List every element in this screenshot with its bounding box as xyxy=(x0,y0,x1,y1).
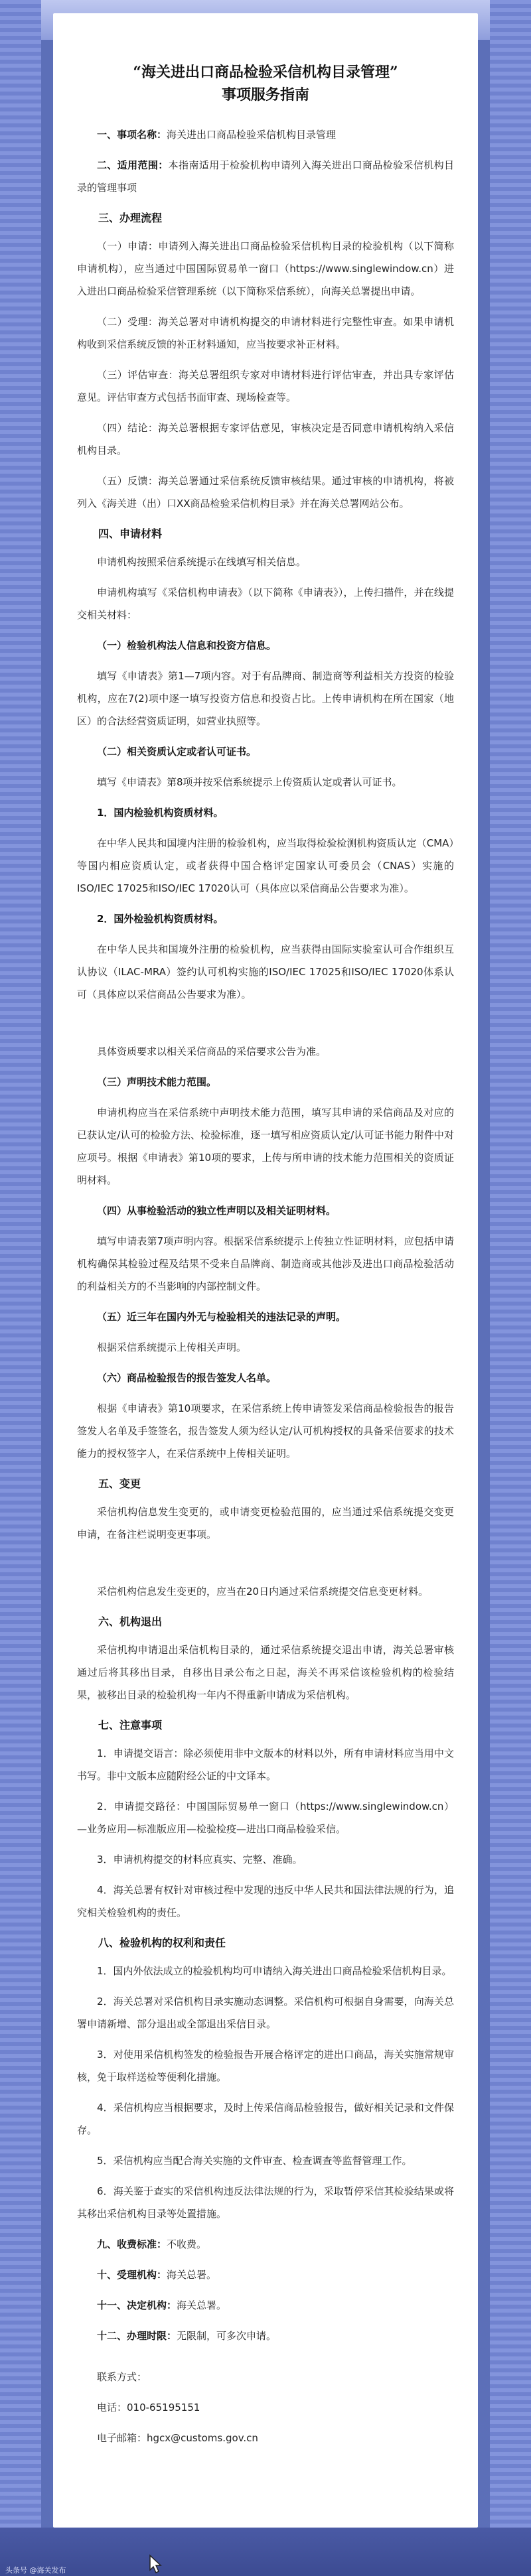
right-2: 2．海关总署对采信机构目录实施动态调整。采信机构可根据自身需要，向海关总署申请新增、部分退出或全部退出采信目录。 xyxy=(77,1996,454,2030)
fee-text: 不收费。 xyxy=(167,2238,207,2250)
materials-5-heading: （五）近三年在国内外无与检验相关的违法记录的声明。 xyxy=(97,1311,346,1323)
fee-label: 九、收费标准： xyxy=(97,2238,167,2250)
change-text-1: 采信机构信息发生变更的，或申请变更检验范围的，应当通过采信系统提交变更申请，在备注栏说明变更事项。 xyxy=(77,1506,454,1540)
process-accept: （二）受理：海关总署对申请机构提交的申请材料进行完整性审查。如果申请机构收到采信系统反馈的补正材料通知，应当按要求补正材料。 xyxy=(77,316,454,350)
section-2 xyxy=(77,154,454,199)
domestic-text: 在中华人民共和国境内注册的检验机构，应当取得检验检测机构资质认定（CMA）等国内相应资质认定，或者获得中国合格评定国家认可委员会（CNAS）实施的ISO/IEC 17025和ISO/IEC 17020认可（具体应以采信商品公告要求为准）。 xyxy=(77,837,454,894)
title-line-2: 事项服务指南 xyxy=(221,86,309,103)
qualification-note: 具体资质要求以相关采信商品的采信要求公告为准。 xyxy=(97,1046,327,1057)
withdrawal-text: 采信机构申请退出采信机构目录的，通过采信系统提交退出申请，海关总署审核通过后将其移出目录，自移出目录公布之日起，海关不再采信该检验机构的检验结果，被移出目录的检验机构一年内不得重新申请成为采信机构。 xyxy=(77,1644,454,1701)
materials-6-heading: （六）商品检验报告的报告签发人名单。 xyxy=(97,1372,277,1384)
foreign-heading: 2．国外检验机构资质材料。 xyxy=(97,913,224,925)
email-address[interactable]: hgcx@customs.gov.cn xyxy=(147,2432,258,2444)
section-12 xyxy=(77,2325,454,2347)
spacer xyxy=(77,1554,454,1580)
spacer xyxy=(77,2355,454,2366)
section-4-heading: 四、申请材料 xyxy=(98,527,163,540)
materials-6-text: 根据《申请表》第10项要求，在采信系统上传申请签发采信商品检验报告的报告签发人名单及手签签名，报告签发人须为经认定/认可机构授权的具备采信要求的技术能力的授权签字人，在采信系统中上传相关证明。 xyxy=(77,1402,454,1459)
section-7-heading: 七、注意事项 xyxy=(98,1719,163,1731)
section-1-label: 一、事项名称： xyxy=(97,129,167,141)
mouse-pointer-icon xyxy=(146,2554,166,2574)
right-1: 1．国内外依法成立的检验机构均可申请纳入海关进出口商品检验采信机构目录。 xyxy=(97,1965,452,1977)
spacer xyxy=(77,1014,454,1040)
left-decorative-border xyxy=(0,0,41,2576)
section-11 xyxy=(77,2294,454,2317)
section-10 xyxy=(77,2264,454,2286)
materials-4-text: 填写申请表第7项声明内容。根据采信系统提示上传独立性证明材料，应包括申请机构确保其检验过程及结果不受来自品牌商、制造商或其他涉及进出口商品检验活动的利益相关方的不当影响的内部控制文件。 xyxy=(77,1235,454,1292)
title-line-1: “海关进出口商品检验采信机构目录管理” xyxy=(133,64,398,81)
section-1 xyxy=(77,123,454,146)
document-title xyxy=(77,61,454,106)
domestic-heading: 1．国内检验机构资质材料。 xyxy=(97,807,224,819)
materials-intro-1: 申请机构按照采信系统提示在线填写相关信息。 xyxy=(97,556,307,568)
materials-4-heading: （四）从事检验活动的独立性声明以及相关证明材料。 xyxy=(97,1205,337,1217)
materials-1-text: 填写《申请表》第1—7项内容。对于有品牌商、制造商等利益相关方投资的检验机构，应在7(2)项中逐一填写投资方信息和投资占比。上传申请机构在所在国家（地区）的合法经营资质证明，如营业执照等。 xyxy=(77,670,454,727)
materials-3-text: 申请机构应当在采信系统中声明技术能力范围，填写其申请的采信商品及对应的已获认定/认可的检验方法、检验标准，逐一填写相应资质认定/认可证书能力附件中对应项号。根据《申请表》第10项的要求，上传与所申请的技术能力范围相关的资质证明材料。 xyxy=(77,1107,454,1186)
note-2: 2．申请提交路径：中国国际贸易单一窗口（https://www.singlewindow.cn）—业务应用—标准版应用—检验检疫—进出口商品检验采信。 xyxy=(77,1800,454,1835)
process-conclusion: （四）结论：海关总署根据专家评估意见，审核决定是否同意申请机构纳入采信机构目录。 xyxy=(77,422,454,456)
foreign-text: 在中华人民共和国境外注册的检验机构，应当获得由国际实验室认可合作组织互认协议（ILAC-MRA）签约认可机构实施的ISO/IEC 17025和ISO/IEC 17020体系认可（具体应以采信商品公告要求为准）。 xyxy=(77,943,454,1000)
note-4: 4．海关总署有权针对审核过程中发现的违反中华人民共和国法律法规的行为，追究相关检验机构的责任。 xyxy=(77,1884,454,1919)
document-page xyxy=(53,13,478,2528)
contact-heading: 联系方式： xyxy=(97,2371,147,2383)
right-4: 4．采信机构应当根据要求，及时上传采信商品检验报告，做好相关记录和文件保存。 xyxy=(77,2102,454,2136)
email-label: 电子邮箱： xyxy=(97,2432,147,2444)
process-apply: （一）申请：申请列入海关进出口商品检验采信机构目录的检验机构（以下简称申请机构），应当通过中国国际贸易单一窗口（https://www.singlewindow.cn）进入进出口商品检验采信管理系统（以下简称采信系统），向海关总署提出申请。 xyxy=(77,240,454,297)
section-3-heading: 三、办理流程 xyxy=(98,212,163,224)
materials-5-text: 根据采信系统提示上传相关声明。 xyxy=(97,1341,247,1353)
time-limit-text: 无限制，可多次申请。 xyxy=(177,2330,277,2342)
process-feedback: （五）反馈：海关总署通过采信系统反馈审核结果。通过审核的申请机构，将被列入《海关进（出）口XX商品检验采信机构目录》并在海关总署网站公布。 xyxy=(77,475,454,509)
section-5-heading: 五、变更 xyxy=(98,1477,141,1490)
change-text-2: 采信机构信息发生变更的，应当在20日内通过采信系统提交信息变更材料。 xyxy=(97,1586,429,1597)
materials-1-heading: （一）检验机构法人信息和投资方信息。 xyxy=(97,640,277,651)
materials-3-heading: （三）声明技术能力范围。 xyxy=(97,1076,217,1088)
section-8-heading: 八、检验机构的权利和责任 xyxy=(98,1936,226,1949)
deciding-body-label: 十一、决定机构： xyxy=(97,2299,177,2311)
contact-phone xyxy=(77,2396,454,2419)
phone-label: 电话： xyxy=(97,2402,127,2413)
time-limit-label: 十二、办理时限： xyxy=(97,2330,177,2342)
right-3: 3．对使用采信机构签发的检验报告开展合格评定的进出口商品，海关实施常规审核，免于取样送检等便利化措施。 xyxy=(77,2049,454,2083)
deciding-body-text: 海关总署。 xyxy=(177,2299,227,2311)
contact-email xyxy=(77,2427,454,2449)
note-3: 3．申请机构提交的材料应真实、完整、准确。 xyxy=(97,1854,303,1865)
section-6-heading: 六、机构退出 xyxy=(98,1615,163,1628)
materials-intro-2: 申请机构填写《采信机构申请表》（以下简称《申请表》），上传扫描件，并在线提交相关材料： xyxy=(77,586,454,621)
right-5: 5．采信机构应当配合海关实施的文件审查、检查调查等监督管理工作。 xyxy=(97,2155,412,2167)
watermark: 头条号 @海关发布 xyxy=(5,2566,66,2575)
section-1-text: 海关进出口商品检验采信机构目录管理 xyxy=(167,129,337,141)
materials-2-heading: （二）相关资质认定或者认可证书。 xyxy=(97,746,257,758)
section-2-text: 本指南适用于检验机构申请列入海关进出口商品检验采信机构目录的管理事项 xyxy=(77,159,454,194)
section-2-label: 二、适用范围： xyxy=(97,159,169,171)
right-decorative-border xyxy=(490,0,531,2576)
bottom-banner xyxy=(0,2528,531,2576)
phone-number: 010-65195151 xyxy=(127,2402,200,2413)
accepting-body-text: 海关总署。 xyxy=(167,2269,217,2281)
accepting-body-label: 十、受理机构： xyxy=(97,2269,167,2281)
note-1: 1．申请提交语言：除必须使用非中文版本的材料以外，所有申请材料应当用中文书写。非中文版本应随附经公证的中文译本。 xyxy=(77,1747,454,1782)
materials-2-text: 填写《申请表》第8项并按采信系统提示上传资质认定或者认可证书。 xyxy=(97,776,402,788)
right-6: 6．海关鉴于查实的采信机构违反法律法规的行为，采取暂停采信其检验结果或将其移出采信机构目录等处置措施。 xyxy=(77,2185,454,2220)
section-9 xyxy=(77,2233,454,2256)
process-review: （三）评估审查：海关总署组织专家对申请材料进行评估审查，并出具专家评估意见。评估审查方式包括书面审查、现场检查等。 xyxy=(77,369,454,403)
